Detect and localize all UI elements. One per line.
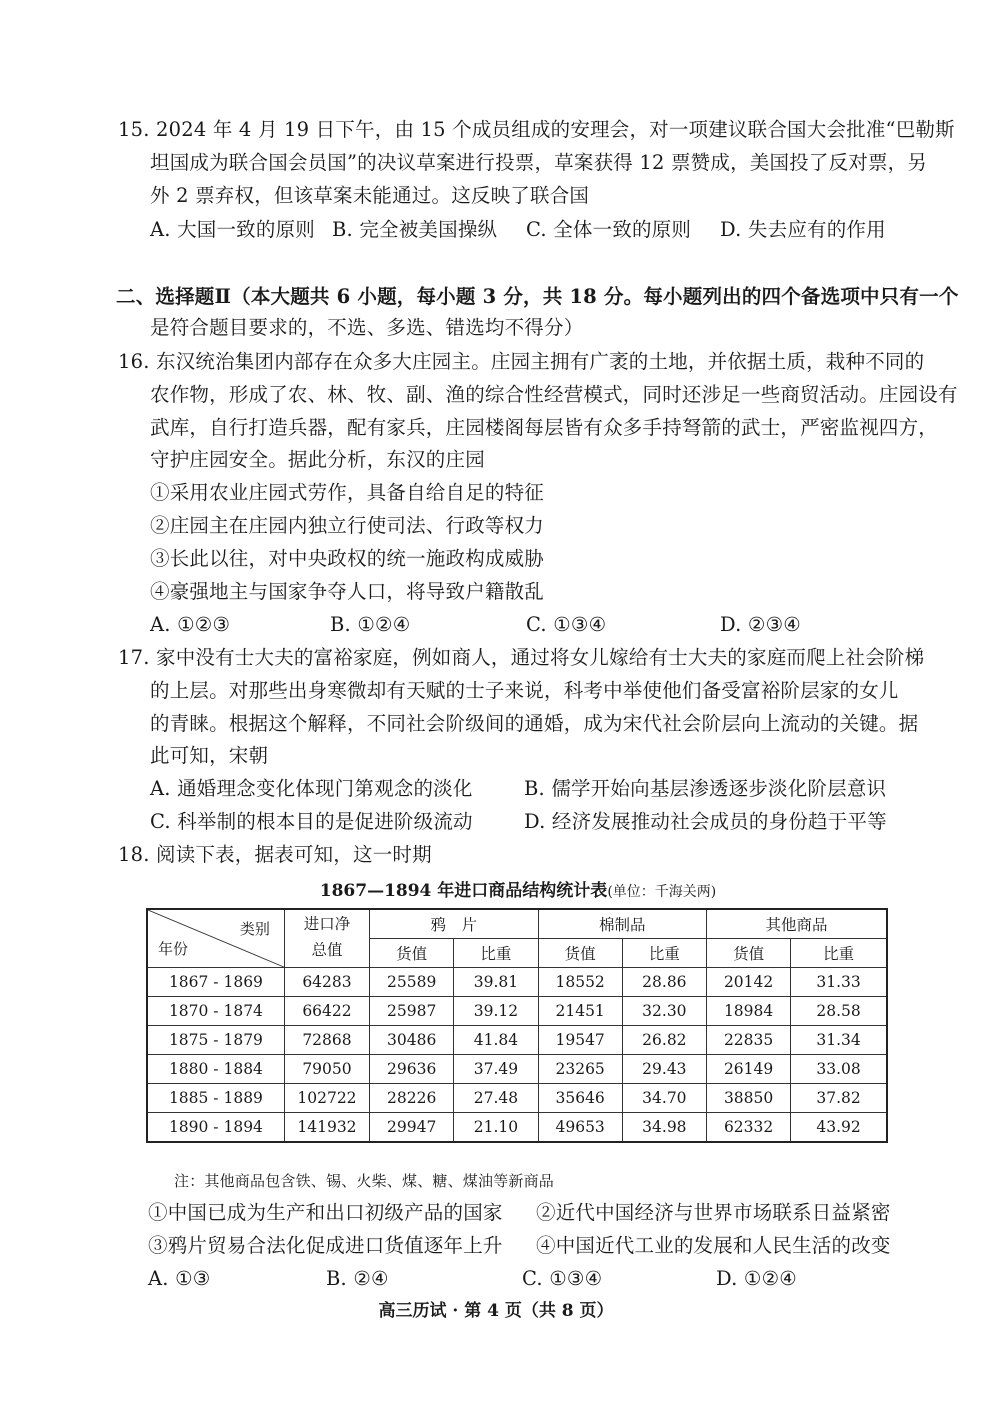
q15-stem-line: 15. 2024 年 4 月 19 日下午，由 15 个成员组成的安理会，对一项建议联合国大会批准“巴勒斯: [118, 118, 955, 141]
cell-cotton-ratio: 26.82: [622, 1026, 706, 1055]
cell-cotton-ratio: 32.30: [622, 997, 706, 1026]
cell-other-ratio: 37.82: [791, 1084, 887, 1113]
table-row: [147, 1026, 887, 1055]
page-footer: 高三历试 · 第 4 页（共 8 页）: [378, 1301, 614, 1321]
cell-opium-ratio: 39.81: [454, 968, 538, 997]
header-cotton: 棉制品: [538, 909, 706, 939]
cell-cotton-value: 23265: [538, 1055, 622, 1084]
q15-option-b: B. 完全被美国操纵: [332, 218, 498, 241]
q18-option-b: B. ②④: [326, 1267, 389, 1290]
cell-total: 141932: [284, 1113, 369, 1143]
table-note: 注：其他商品包含铁、锡、火柴、煤、糖、煤油等新商品: [174, 1172, 555, 1190]
q15-stem-line: 坦国成为联合国会员国”的决议草案进行投票，草案获得 12 票赞成，美国投了反对票，另: [150, 151, 928, 174]
q16-stem-line: 农作物，形成了农、林、牧、副、渔的综合性经营模式，同时还涉足一些商贸活动。庄园设有: [150, 383, 958, 406]
q17-stem-line: 17. 家中没有士大夫的富裕家庭，例如商人，通过将女儿嫁给有士大夫的家庭而爬上社会阶梯: [118, 646, 925, 669]
q17-stem-line: 的青睐。根据这个解释，不同社会阶级间的通婚，成为宋代社会阶层向上流动的关键。据: [150, 712, 919, 735]
cell-year: 1885 - 1889: [147, 1084, 284, 1113]
q15-option-c: C. 全体一致的原则: [526, 218, 692, 241]
header-total: [284, 909, 369, 968]
cell-opium-value: 25589: [370, 968, 454, 997]
cell-cotton-ratio: 34.98: [622, 1113, 706, 1143]
q17-option-a: A. 通婚理念变化体现门第观念的淡化: [150, 777, 473, 800]
q15-stem-line: 外 2 票弃权，但该草案未能通过。这反映了联合国: [150, 184, 590, 207]
q16-stem-line: 武库，自行打造兵器，配有家兵，庄园楼阁每层皆有众多手持弩箭的武士，严密监视四方，: [150, 416, 939, 439]
table-title: [148, 876, 888, 901]
q16-stem-line: 守护庄园安全。据此分析，东汉的庄园: [150, 448, 485, 471]
table-row: [147, 1084, 887, 1113]
q16-option-c: C. ①③④: [526, 613, 607, 636]
header-value: 货值: [370, 939, 454, 968]
q16-option-a: A. ①②③: [150, 613, 231, 636]
table-row: [147, 997, 887, 1026]
table-row: [147, 1113, 887, 1143]
cell-total: 79050: [284, 1055, 369, 1084]
q16-stem-line: 16. 东汉统治集团内部存在众多大庄园主。庄园主拥有广袤的土地，并依据土质，栽种不同的: [118, 350, 925, 373]
q16-option-b: B. ①②④: [330, 613, 411, 636]
cell-cotton-value: 19547: [538, 1026, 622, 1055]
header-ratio: 比重: [791, 939, 887, 968]
cell-opium-ratio: 39.12: [454, 997, 538, 1026]
cell-opium-value: 30486: [370, 1026, 454, 1055]
cell-other-value: 18984: [706, 997, 790, 1026]
q15-option-a: A. 大国一致的原则: [150, 218, 315, 241]
cell-cotton-ratio: 29.43: [622, 1055, 706, 1084]
cell-opium-value: 29636: [370, 1055, 454, 1084]
cell-year: 1875 - 1879: [147, 1026, 284, 1055]
cell-opium-ratio: 37.49: [454, 1055, 538, 1084]
cell-total: 72868: [284, 1026, 369, 1055]
header-other: 其他商品: [706, 909, 887, 939]
header-year: 年份: [158, 940, 189, 958]
cell-other-value: 22835: [706, 1026, 790, 1055]
cell-total: 102722: [284, 1084, 369, 1113]
q17-option-d: D. 经济发展推动社会成员的身份趋于平等: [524, 810, 887, 833]
q18-option-d: D. ①②④: [716, 1267, 797, 1290]
cell-total: 66422: [284, 997, 369, 1026]
q16-item: ④豪强地主与国家争夺人口，将导致户籍散乱: [150, 580, 545, 603]
cell-other-value: 38850: [706, 1084, 790, 1113]
q17-stem-line: 的上层。对那些出身寒微却有天赋的士子来说，科考中举使他们备受富裕阶层家的女儿: [150, 679, 899, 702]
table-title-text: 1867—1894 年进口商品结构统计表: [319, 881, 608, 901]
q17-stem-line: 此可知，宋朝: [150, 744, 269, 767]
cell-opium-ratio: 21.10: [454, 1113, 538, 1143]
header-value: 货值: [538, 939, 622, 968]
header-ratio: 比重: [454, 939, 538, 968]
q16-item: ②庄园主在庄园内独立行使司法、行政等权力: [150, 514, 545, 537]
q18-stem: 18. 阅读下表，据表可知，这一时期: [118, 843, 432, 866]
cell-cotton-value: 35646: [538, 1084, 622, 1113]
cell-opium-ratio: 27.48: [454, 1084, 538, 1113]
cell-other-value: 26149: [706, 1055, 790, 1084]
cell-cotton-value: 18552: [538, 968, 622, 997]
q18-option-c: C. ①③④: [522, 1267, 603, 1290]
cell-total: 64283: [284, 968, 369, 997]
header-diagonal-cell: [147, 909, 284, 968]
cell-other-ratio: 43.92: [791, 1113, 887, 1143]
q15-option-d: D. 失去应有的作用: [720, 218, 886, 241]
q17-option-b: B. 儒学开始向基层渗透逐步淡化阶层意识: [524, 777, 887, 800]
cell-cotton-ratio: 28.86: [622, 968, 706, 997]
cell-year: 1880 - 1884: [147, 1055, 284, 1084]
cell-cotton-value: 49653: [538, 1113, 622, 1143]
section-heading: 二、选择题Ⅱ（本大题共 6 小题，每小题 3 分，共 18 分。每小题列出的四个备选项中只有一个: [116, 285, 959, 308]
cell-year: 1870 - 1874: [147, 997, 284, 1026]
cell-cotton-value: 21451: [538, 997, 622, 1026]
table-unit: (单位：千海关两): [607, 884, 717, 900]
header-category: 类别: [239, 920, 270, 938]
import-statistics-table: [146, 908, 888, 1143]
q16-item: ①采用农业庄园式劳作，具备自给自足的特征: [150, 481, 545, 504]
cell-other-value: 62332: [706, 1113, 790, 1143]
cell-cotton-ratio: 34.70: [622, 1084, 706, 1113]
cell-opium-ratio: 41.84: [454, 1026, 538, 1055]
q18-item: ①中国已成为生产和出口初级产品的国家: [148, 1201, 503, 1224]
cell-other-value: 20142: [706, 968, 790, 997]
cell-year: 1890 - 1894: [147, 1113, 284, 1143]
q16-option-d: D. ②③④: [720, 613, 801, 636]
cell-opium-value: 25987: [370, 997, 454, 1026]
header-ratio: 比重: [622, 939, 706, 968]
q18-item: ③鸦片贸易合法化促成进口货值逐年上升: [148, 1234, 503, 1257]
header-opium: 鸦 片: [370, 909, 538, 939]
q17-option-c: C. 科举制的根本目的是促进阶级流动: [150, 810, 473, 833]
cell-opium-value: 28226: [370, 1084, 454, 1113]
cell-opium-value: 29947: [370, 1113, 454, 1143]
section-heading-cont: 是符合题目要求的，不选、多选、错选均不得分）: [150, 316, 584, 339]
q18-item: ④中国近代工业的发展和人民生活的改变: [536, 1234, 891, 1257]
q18-item: ②近代中国经济与世界市场联系日益紧密: [536, 1201, 891, 1224]
cell-other-ratio: 31.34: [791, 1026, 887, 1055]
cell-year: 1867 - 1869: [147, 968, 284, 997]
table-row: [147, 1055, 887, 1084]
q16-item: ③长此以往，对中央政权的统一施政构成威胁: [150, 547, 545, 570]
table-row: [147, 968, 887, 997]
cell-other-ratio: 33.08: [791, 1055, 887, 1084]
header-total-text: 进口净总值: [303, 915, 351, 959]
q18-option-a: A. ①③: [148, 1267, 211, 1290]
cell-other-ratio: 28.58: [791, 997, 887, 1026]
cell-other-ratio: 31.33: [791, 968, 887, 997]
header-value: 货值: [706, 939, 790, 968]
